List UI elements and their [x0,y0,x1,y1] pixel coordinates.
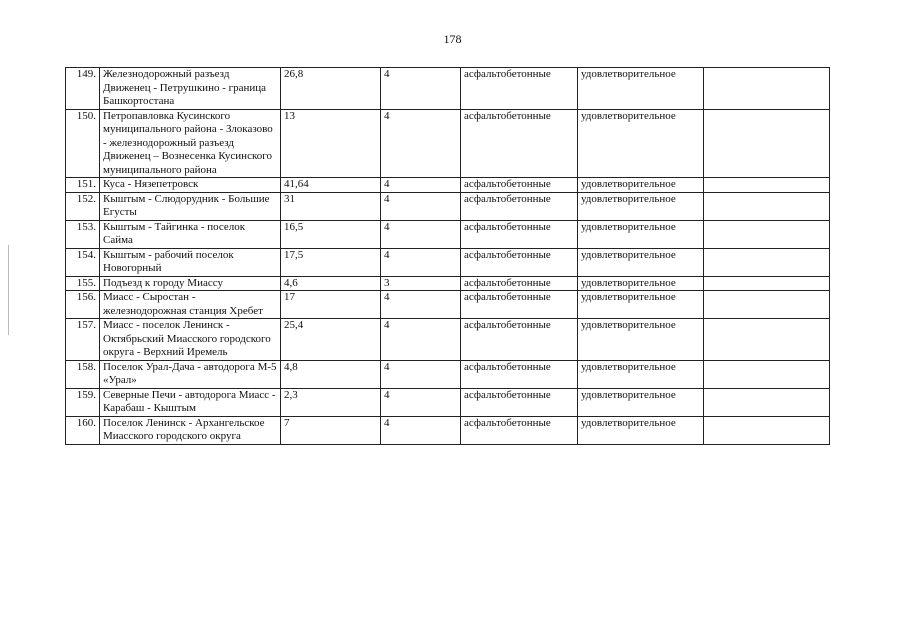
table-row [66,109,830,178]
row-number: 149. [66,68,100,110]
table-row [66,388,830,416]
road-condition: удовлетворительное [578,291,704,319]
road-condition: удовлетворительное [578,276,704,291]
road-surface: асфальтобетонные [461,416,578,444]
road-condition: удовлетворительное [578,178,704,193]
row-number: 151. [66,178,100,193]
road-note [704,109,830,178]
road-name: Кыштым - Тайгинка - поселок Сайма [100,220,281,248]
road-category: 4 [381,319,461,361]
road-length: 7 [281,416,381,444]
table-row [66,276,830,291]
road-category: 4 [381,192,461,220]
road-condition: удовлетворительное [578,192,704,220]
road-length: 4,8 [281,360,381,388]
scan-margin-mark [8,245,9,335]
road-note [704,220,830,248]
road-surface: асфальтобетонные [461,291,578,319]
road-length: 26,8 [281,68,381,110]
road-surface: асфальтобетонные [461,276,578,291]
road-name: Миасс - поселок Ленинск - Октябрьский Миасского городского округа - Верхний Иремель [100,319,281,361]
road-length: 41,64 [281,178,381,193]
road-surface: асфальтобетонные [461,178,578,193]
road-length: 17,5 [281,248,381,276]
road-condition: удовлетворительное [578,109,704,178]
row-number: 157. [66,319,100,361]
road-surface: асфальтобетонные [461,192,578,220]
road-note [704,248,830,276]
road-category: 4 [381,416,461,444]
row-number: 150. [66,109,100,178]
road-category: 4 [381,109,461,178]
row-number: 160. [66,416,100,444]
road-name: Поселок Ленинск - Архангельское Миасского городского округа [100,416,281,444]
road-surface: асфальтобетонные [461,319,578,361]
road-condition: удовлетворительное [578,416,704,444]
row-number: 155. [66,276,100,291]
table-row [66,220,830,248]
table-row [66,291,830,319]
road-condition: удовлетворительное [578,360,704,388]
road-note [704,291,830,319]
road-note [704,192,830,220]
road-note [704,178,830,193]
road-surface: асфальтобетонные [461,220,578,248]
road-category: 4 [381,360,461,388]
road-name: Подъезд к городу Миассу [100,276,281,291]
row-number: 159. [66,388,100,416]
road-condition: удовлетворительное [578,319,704,361]
road-surface: асфальтобетонные [461,68,578,110]
road-name: Поселок Урал-Дача - автодорога М-5 «Урал» [100,360,281,388]
road-condition: удовлетворительное [578,248,704,276]
table-row [66,192,830,220]
road-length: 17 [281,291,381,319]
road-category: 4 [381,388,461,416]
table-row [66,319,830,361]
road-length: 25,4 [281,319,381,361]
road-category: 4 [381,68,461,110]
road-category: 4 [381,248,461,276]
road-condition: удовлетворительное [578,388,704,416]
road-name: Куса - Нязепетровск [100,178,281,193]
road-note [704,68,830,110]
road-name: Кыштым - рабочий поселок Новогорный [100,248,281,276]
road-length: 13 [281,109,381,178]
road-name: Петропавловка Кусинского муниципального района - Злоказово - железнодорожный разъезд Движенец – Вознесенка Кусинского муниципального района [100,109,281,178]
road-length: 4,6 [281,276,381,291]
road-category: 4 [381,291,461,319]
road-category: 4 [381,178,461,193]
road-note [704,319,830,361]
table-row [66,68,830,110]
road-length: 31 [281,192,381,220]
road-category: 3 [381,276,461,291]
road-name: Кыштым - Слюдорудник - Большие Егусты [100,192,281,220]
road-surface: асфальтобетонные [461,360,578,388]
road-condition: удовлетворительное [578,68,704,110]
roads-table [65,67,830,445]
road-condition: удовлетворительное [578,220,704,248]
road-surface: асфальтобетонные [461,109,578,178]
road-length: 16,5 [281,220,381,248]
row-number: 154. [66,248,100,276]
road-note [704,388,830,416]
table-row [66,178,830,193]
road-category: 4 [381,220,461,248]
road-name: Северные Печи - автодорога Миасс - Карабаш - Кыштым [100,388,281,416]
page-number: 178 [443,32,462,46]
road-note [704,276,830,291]
road-surface: асфальтобетонные [461,248,578,276]
row-number: 158. [66,360,100,388]
row-number: 153. [66,220,100,248]
road-note [704,416,830,444]
road-surface: асфальтобетонные [461,388,578,416]
table-row [66,360,830,388]
road-note [704,360,830,388]
road-name: Миасс - Сыростан - железнодорожная станция Хребет [100,291,281,319]
table-row [66,248,830,276]
road-length: 2,3 [281,388,381,416]
row-number: 152. [66,192,100,220]
road-name: Железнодорожный разъезд Движенец - Петрушкино - граница Башкортостана [100,68,281,110]
row-number: 156. [66,291,100,319]
table-row [66,416,830,444]
